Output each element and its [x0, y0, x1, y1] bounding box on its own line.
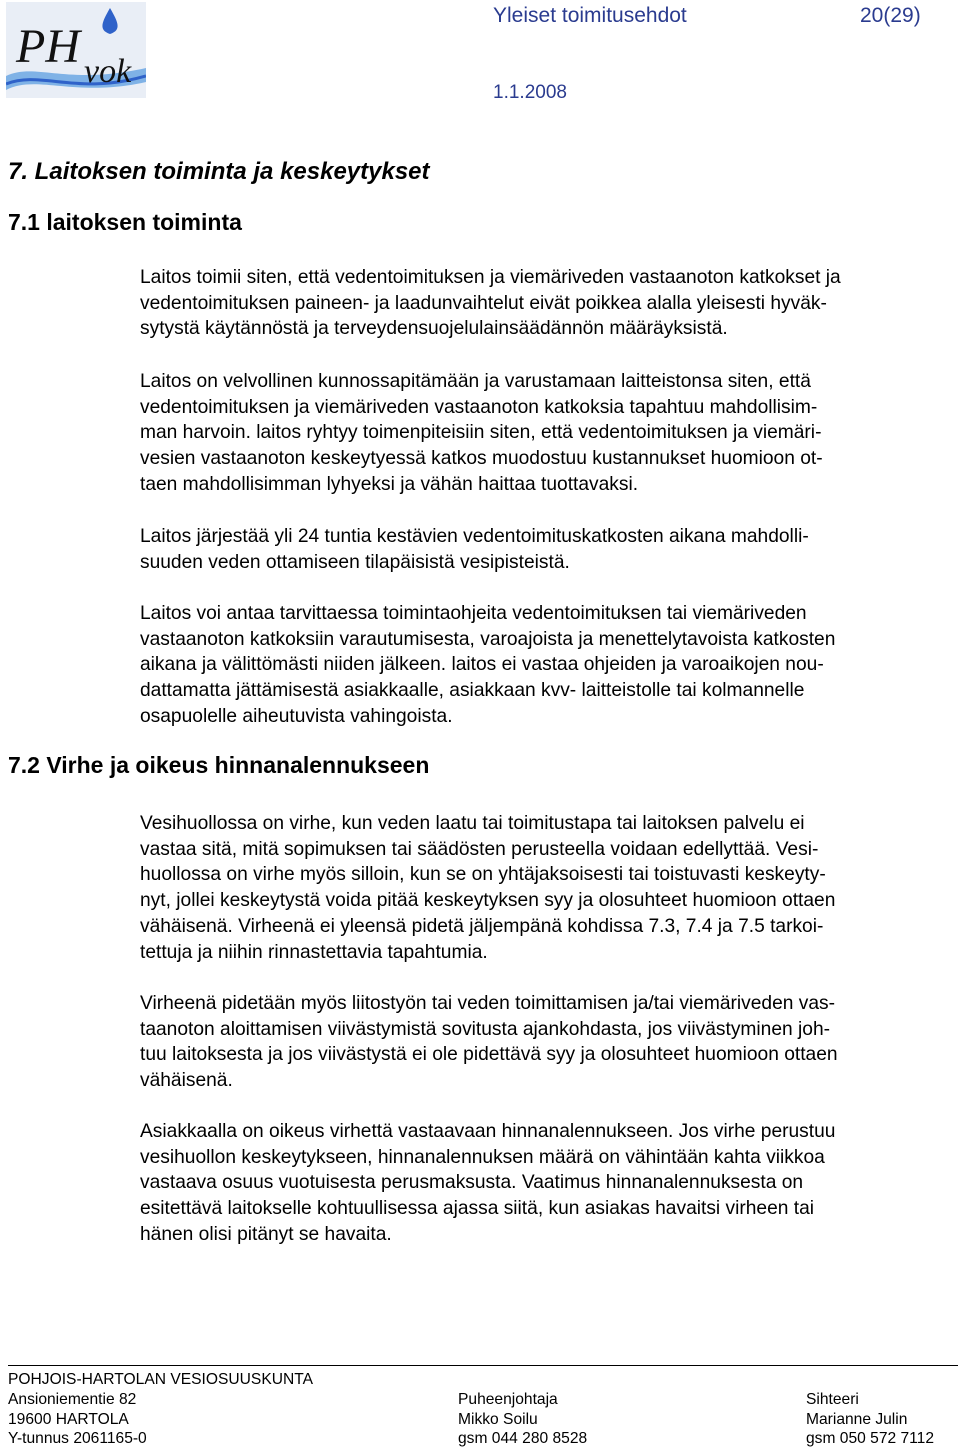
footer-secretary: Sihteeri Marianne Julin gsm 050 572 7112 [806, 1391, 935, 1447]
paragraph: Laitos voi antaa tarvittaessa toimintaohjeita vedentoimituksen tai viemäriveden vastaanoton katkoksiin varautumisesta, varoajoista ja menettelytavoista katkosten aikana ja välittömästi niiden jälkeen. laitos ei vastaa ohjeiden ja varoaikojen nou- dattamatta jättämisestä asiakkaalle, asiakkaan kvv- laitteistolle tai kolmannelle osapuolelle aiheutuvista vahingoista. [140, 603, 836, 727]
paragraph: Vesihuollossa on virhe, kun veden laatu tai toimitustapa tai laitoksen palvelu ei vastaa sitä, mitä sopimuksen tai säädösten perusteella voidaan edellyttää. Vesi- huollossa on virhe myös silloin, kun se on yhtäjaksoisesti tai toistuvasti keskeyty- nyt, jollei keskeytystä voida pitää keskeytyksen syy ja olosuhteet huomioon ottaen vähäisenä. Virheenä ei yleensä pidetä jäljempänä kohdissa 7.3, 7.4 ja 7.5 tarkoi- tettuja ja niihin rinnastettavia tapahtumia. [140, 813, 836, 963]
section-title: 7. Laitoksen toiminta ja keskeytykset [8, 158, 430, 185]
paragraph: Asiakkaalla on oikeus virhettä vastaavaan hinnanalennukseen. Jos virhe perustuu vesihuollon keskeytykseen, hinnanalennuksen määrä on vähintään kahta viikkoa vastaava osuus vuotuisesta perusmaksusta. Vaatimus hinnanalennuksesta on esitettävä laitokselle kohtuullisessa ajassa siitä, kun asiakas havaitsi virheen tai hänen olisi pitänyt se havaita. [140, 1121, 836, 1245]
paragraph: Laitos järjestää yli 24 tuntia kestävien vedentoimituskatkosten aikana mahdolli- suuden veden ottamiseen tilapäisistä vesipisteistä. [140, 526, 809, 573]
subsection-title-7-1: 7.1 laitoksen toiminta [8, 209, 242, 235]
paragraph: Laitos on velvollinen kunnossapitämään ja varustamaan laitteistonsa siten, että vedentoimituksen ja viemäriveden vastaanoton katkoksia tapahtuu mahdollisim- man harvoin. laitos ryhtyy toimenpiteisiin siten, että vedentoimituksen ja viemäri- vesien vastaanoton keskeytyessä katkos muodostuu kustannukset huomioon ot- taen mahdollisimman lyhyeksi ja vähän haittaa tuottavaksi. [140, 371, 823, 495]
logo [6, 2, 146, 98]
logo-graphic [6, 2, 146, 98]
document-title: Yleiset toimitusehdot [493, 4, 687, 27]
footer-chair: Puheenjohtaja Mikko Soilu gsm 044 280 8528 [458, 1391, 588, 1447]
logo-text: PH [16, 20, 80, 73]
page-number: 20(29) [860, 4, 921, 27]
document-date: 1.1.2008 [493, 82, 567, 103]
footer-address: Ansioniementie 82 19600 HARTOLA Y-tunnus 2061165-0 [8, 1391, 147, 1447]
paragraph: Laitos toimii siten, että vedentoimituksen ja viemäriveden vastaanoton katkokset ja vedentoimituksen paineen- ja laadunvaihtelut eivät poikkea alalla yleisesti hyväk- sytystä käytännöstä ja terveydensuojelulainsäädännön määräyksistä. [140, 267, 841, 340]
footer-org: POHJOIS-HARTOLAN VESIOSUUSKUNTA [8, 1371, 314, 1388]
footer-divider [8, 1365, 958, 1366]
paragraph: Virheenä pidetään myös liitostyön tai veden toimittamisen ja/tai viemäriveden vas- taanoton aloittamisen viivästymistä sovitusta ajankohdasta, jos viivästyminen joh- tuu laitoksesta ja jos viivästystä ei ole pidettävä syy ja olosuhteet huomioon ottaen vähäisenä. [140, 993, 838, 1092]
svg-text:vok: vok [84, 53, 132, 90]
subsection-title-7-2: 7.2 Virhe ja oikeus hinnanalennukseen [8, 752, 430, 778]
